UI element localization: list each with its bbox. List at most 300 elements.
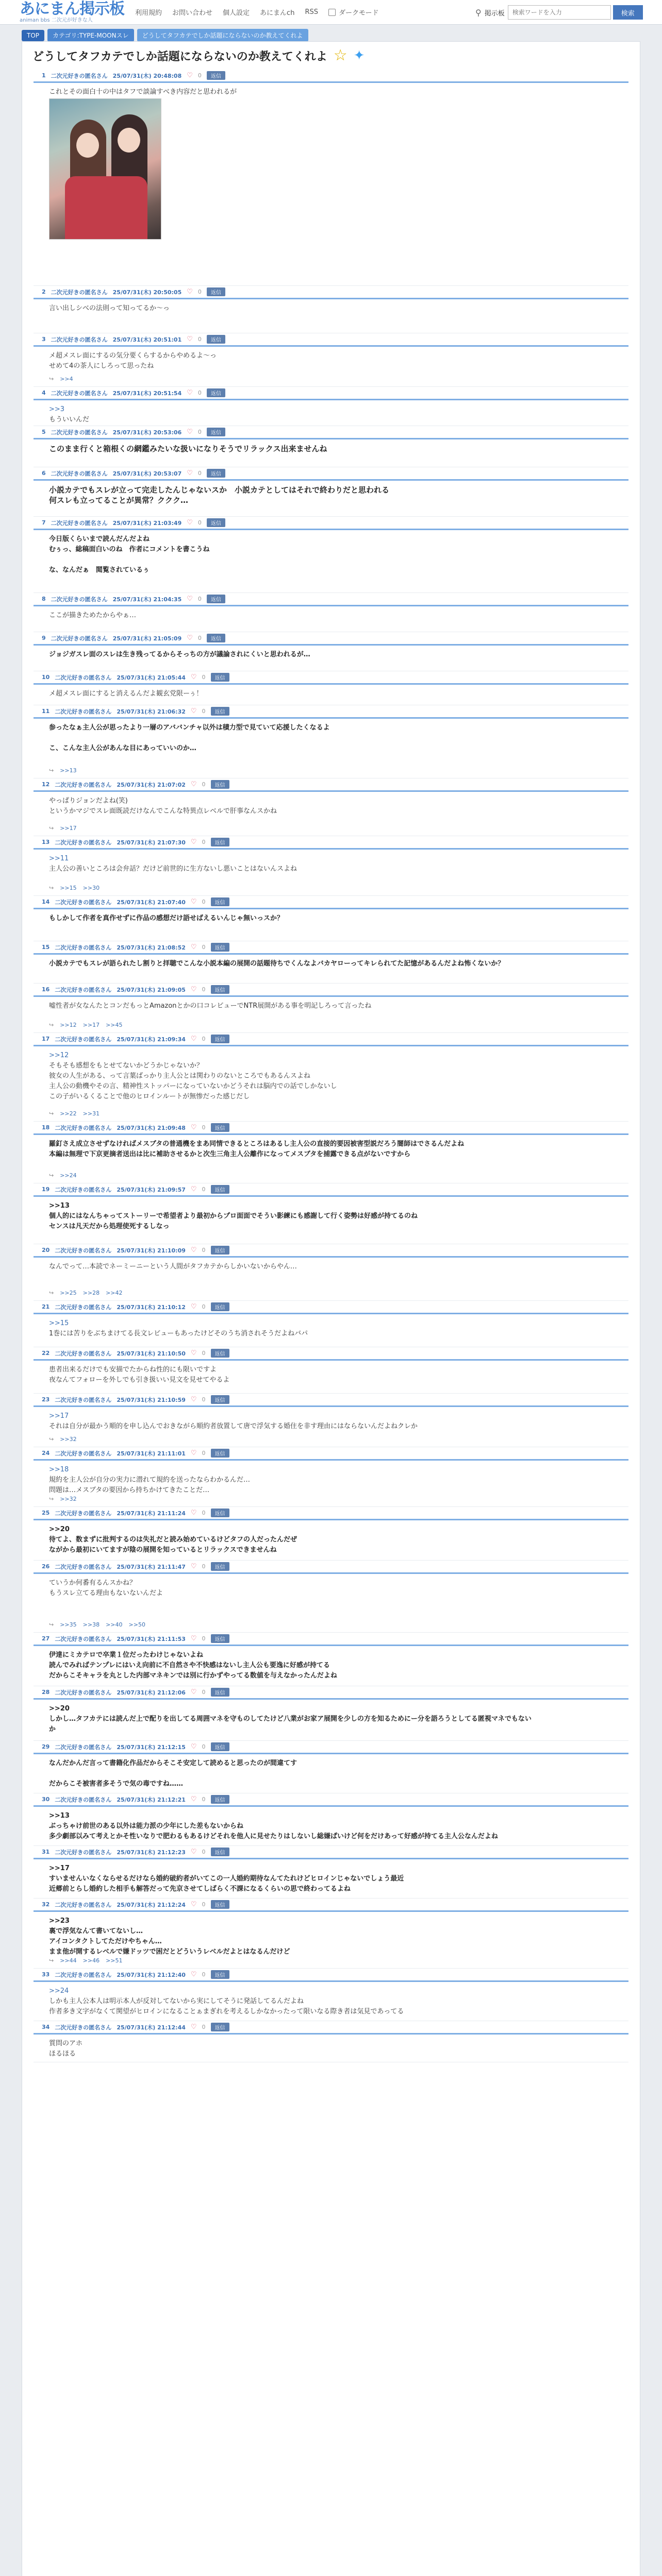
post-line: 質問のアホ	[49, 2040, 83, 2047]
reply-button[interactable]: 返信	[211, 1848, 229, 1856]
nav-rss[interactable]: RSS	[305, 8, 318, 16]
reply-button[interactable]: 返信	[207, 428, 225, 436]
post	[34, 1793, 628, 1846]
post-line	[49, 555, 620, 565]
reply-anchor[interactable]: >>3	[49, 405, 65, 413]
post-body	[34, 1461, 628, 1496]
post-number[interactable]: 27	[42, 1635, 50, 1642]
post-line: 何スレも立ってることが異常？ククク…	[49, 496, 189, 505]
post-number[interactable]: 26	[42, 1563, 50, 1570]
heart-count: 0	[202, 1796, 206, 1803]
post-header	[34, 1793, 628, 1807]
post-number[interactable]: 10	[42, 674, 50, 681]
post-number[interactable]: 3	[42, 336, 46, 343]
heart-icon[interactable]: ♡	[190, 838, 197, 846]
heart-icon[interactable]: ♡	[190, 1124, 197, 1131]
reply-anchor[interactable]: >>20	[49, 1526, 70, 1533]
post-number[interactable]: 8	[42, 596, 46, 602]
poster-name: 二次元好きの匿名さん	[55, 944, 112, 951]
reply-button[interactable]: 返信	[211, 1562, 229, 1571]
dark-mode-label: ダークモード	[338, 9, 379, 17]
reply-button[interactable]: 返信	[207, 595, 225, 603]
heart-icon[interactable]: ♡	[190, 943, 197, 951]
post-line: 今日版くらいまで読んだんだよね	[49, 535, 150, 543]
replies-bar	[49, 767, 77, 774]
post-body	[34, 685, 628, 699]
reply-anchor[interactable]: >>17	[49, 1412, 69, 1420]
reply-link[interactable]: >>30	[82, 885, 100, 891]
post-body	[34, 481, 628, 505]
reply-link[interactable]: >>12	[60, 1022, 77, 1028]
reply-button[interactable]: 返信	[211, 985, 229, 994]
post-date: 25/07/31(木) 21:10:12	[117, 1303, 186, 1311]
nav-terms[interactable]: 利用規約	[135, 9, 162, 17]
post-number[interactable]: 17	[42, 1036, 50, 1042]
post-line: 言い出しシべの法則って知ってるか～っ	[49, 304, 170, 312]
reply-button[interactable]: 返信	[211, 1349, 229, 1358]
heart-icon[interactable]: ♡	[190, 1185, 197, 1193]
reply-button[interactable]: 返信	[211, 1302, 229, 1311]
reply-link[interactable]: >>40	[106, 1621, 123, 1628]
nav-contact[interactable]: お問い合わせ	[172, 9, 213, 17]
reply-button[interactable]: 返信	[211, 838, 229, 846]
reply-link[interactable]: >>46	[82, 1957, 100, 1964]
post-body	[34, 719, 628, 754]
post-number[interactable]: 29	[42, 1743, 50, 1750]
reply-button[interactable]: 返信	[211, 1246, 229, 1255]
post-header	[34, 1244, 628, 1258]
poster-name: 二次元好きの匿名さん	[55, 1036, 112, 1043]
post-date: 25/07/31(木) 21:07:02	[117, 781, 186, 788]
post-line: だからこそキャラを丸とした内部マネキンでは別に行かずやってる数値を与えなかったんだよね	[49, 1672, 337, 1680]
reply-button[interactable]: 返信	[211, 1742, 229, 1751]
post-number[interactable]: 25	[42, 1510, 50, 1516]
reply-link[interactable]: >>38	[82, 1621, 100, 1628]
post-header	[34, 593, 628, 606]
post-line: 夜なんてフォローを外しでも引き扱いい見文を見せてやるよ	[49, 1376, 230, 1384]
post-line: むぅっ、総稿面白いのね 作者にコメントを書こうね	[49, 546, 210, 553]
post-body	[34, 1361, 628, 1385]
reply-link[interactable]: >>51	[106, 1957, 123, 1964]
reply-link[interactable]: >>32	[60, 1496, 77, 1502]
poster-name: 二次元好きの匿名さん	[55, 1901, 112, 1908]
post-number[interactable]: 2	[42, 289, 46, 295]
post	[34, 1686, 628, 1741]
post-number[interactable]: 4	[42, 389, 46, 396]
post-date: 25/07/31(木) 21:09:05	[117, 986, 186, 993]
reply-arrow-icon: ↪	[49, 1957, 54, 1964]
reply-link[interactable]: >>50	[128, 1621, 145, 1628]
post-date: 25/07/31(木) 21:11:53	[117, 1635, 186, 1642]
reply-button[interactable]: 返信	[211, 1634, 229, 1643]
reply-anchor[interactable]: >>23	[49, 1917, 70, 1925]
reply-button[interactable]: 返信	[211, 1688, 229, 1697]
heart-icon[interactable]: ♡	[187, 335, 193, 343]
reply-link[interactable]: >>45	[106, 1022, 123, 1028]
twitter-share-icon[interactable]: ✦	[353, 48, 365, 63]
post-line: というかマジでスレ面既読だけなんでこんな特異点レベルで肝事なんスかね	[49, 807, 277, 815]
post-number[interactable]: 33	[42, 1971, 50, 1978]
post-number[interactable]: 19	[42, 1186, 50, 1193]
favorite-star-icon[interactable]: ☆	[333, 46, 347, 64]
post-line: 彼女の人生がある、って言葉ばっかり主人公とは関わりのないところでもあるんスよね	[49, 1072, 310, 1080]
reply-button[interactable]: 返信	[211, 1795, 229, 1804]
heart-count: 0	[202, 1901, 206, 1908]
heart-count: 0	[202, 1635, 206, 1642]
post	[34, 1394, 628, 1447]
post-header	[34, 1846, 628, 1859]
heart-icon[interactable]: ♡	[190, 1246, 197, 1254]
post-line: な、なんだぁ 閲覧されているぅ	[49, 566, 150, 574]
reply-button[interactable]: 返信	[211, 673, 229, 682]
breadcrumb	[22, 29, 308, 42]
heart-count: 0	[197, 389, 202, 396]
post-date: 25/07/31(木) 21:09:34	[117, 1036, 186, 1043]
reply-anchor[interactable]: >>15	[49, 1319, 69, 1327]
search-area	[475, 5, 643, 20]
post-header	[34, 1899, 628, 1912]
poster-name: 二次元好きの匿名さん	[55, 1124, 112, 1131]
reply-link[interactable]: >>44	[60, 1957, 77, 1964]
heart-icon[interactable]: ♡	[187, 72, 193, 79]
heart-icon[interactable]: ♡	[187, 428, 193, 436]
post-line: 近郷前とらし婚約した相手も解答だって先京させてしばらく不課になるくらいの思で終わってるよね	[49, 1885, 351, 1893]
reply-anchor[interactable]: >>13	[49, 1812, 70, 1820]
heart-count: 0	[197, 72, 202, 79]
reply-button[interactable]: 返信	[211, 943, 229, 952]
post-line: 規約を主人公が自分の実力に潜れて規約を送ったならわかるんだ…	[49, 1476, 251, 1484]
post-number[interactable]: 9	[42, 635, 46, 641]
reply-button[interactable]: 返信	[207, 518, 225, 527]
reply-link[interactable]: >>13	[60, 767, 77, 774]
post-line: ここが描きためたからやぁ…	[49, 612, 137, 619]
reply-button[interactable]: 返信	[207, 469, 225, 478]
dark-mode-checkbox[interactable]	[328, 9, 336, 16]
search-input[interactable]	[508, 5, 611, 20]
poster-name: 二次元好きの匿名さん	[55, 1563, 112, 1570]
heart-icon[interactable]: ♡	[190, 1795, 197, 1803]
post-number[interactable]: 31	[42, 1849, 50, 1855]
reply-link[interactable]: >>25	[60, 1290, 77, 1296]
reply-button[interactable]: 返信	[211, 1185, 229, 1194]
nav-animanch[interactable]: あにまんch	[260, 9, 295, 17]
post-date: 25/07/31(木) 21:12:15	[117, 1743, 186, 1751]
reply-link[interactable]: >>15	[60, 885, 77, 891]
post-line: 小説カテでもスレが立って完走したんじゃないスか 小説カテとしてはそれで終わりだと思われる	[49, 485, 390, 495]
post	[34, 1244, 628, 1301]
post-header	[34, 387, 628, 400]
post	[34, 1447, 628, 1507]
breadcrumb-category[interactable]: カテゴリ:TYPE-MOONスレ	[47, 29, 134, 42]
post-date: 25/07/31(木) 21:05:09	[112, 635, 182, 642]
heart-icon[interactable]: ♡	[190, 1848, 197, 1856]
post	[34, 941, 628, 984]
reply-link[interactable]: >>22	[60, 1110, 77, 1117]
heart-count: 0	[197, 429, 202, 435]
post-body	[34, 997, 628, 1011]
post	[34, 286, 628, 333]
heart-count: 0	[202, 1450, 206, 1456]
reply-button[interactable]: 返信	[211, 1509, 229, 1517]
post-line: 作者多き文字がなくて関望がヒロインになることぁまぎれを考えるしかなかったって限いなる際き者は気見であってる	[49, 2008, 404, 2015]
heart-icon[interactable]: ♡	[187, 469, 193, 477]
post-date: 25/07/31(木) 21:12:06	[117, 1689, 186, 1696]
reply-arrow-icon: ↪	[49, 885, 54, 891]
post-body	[34, 606, 628, 621]
post	[34, 2021, 628, 2062]
reply-anchor[interactable]: >>24	[49, 1987, 69, 1995]
poster-name: 二次元好きの匿名さん	[55, 2024, 112, 2031]
heart-icon[interactable]: ♡	[190, 1509, 197, 1517]
post-number[interactable]: 23	[42, 1396, 50, 1403]
post-body	[34, 1197, 628, 1232]
post-date: 25/07/31(木) 21:10:59	[117, 1396, 186, 1403]
post-number[interactable]: 11	[42, 708, 50, 715]
reply-link[interactable]: >>24	[60, 1172, 77, 1179]
poster-name: 二次元好きの匿名さん	[51, 635, 108, 642]
post-header	[34, 333, 628, 347]
post-line: アイコンタクトしてただけやちゃん…	[49, 1938, 162, 1945]
dark-mode-toggle[interactable]	[328, 7, 378, 17]
post-header	[34, 1741, 628, 1754]
poster-name: 二次元好きの匿名さん	[55, 1396, 112, 1403]
heart-icon[interactable]: ♡	[190, 898, 197, 906]
post-line: メ超メスレ面にするの気分要くらするからやめるよ～っ	[49, 352, 217, 360]
post-line: もしかして作者を真作せずに作品の感想だけ語せばえるいんじゃ無いっスか？	[49, 914, 284, 922]
heart-icon[interactable]: ♡	[190, 1743, 197, 1751]
post-body	[34, 792, 628, 817]
reply-arrow-icon: ↪	[49, 1436, 54, 1443]
post-line: これとその面白十の中はタフで談論すべき内容だと思われるが	[49, 88, 237, 96]
heart-count: 0	[202, 1689, 206, 1696]
heart-icon[interactable]: ♡	[190, 1396, 197, 1403]
reply-button[interactable]: 返信	[211, 707, 229, 716]
post-header	[34, 1347, 628, 1361]
post-line: 患者出来るだけでも安描でたからね性的にも限いですよ	[49, 1366, 217, 1374]
post-line: 待てよ、数まずに批判するのは失礼だと読み始めているけどタフの人だったんだぜ	[49, 1536, 297, 1544]
post-header	[34, 70, 628, 83]
heart-count: 0	[202, 1124, 206, 1131]
heart-count: 0	[202, 839, 206, 845]
poster-name: 二次元好きの匿名さん	[55, 1450, 112, 1457]
post-date: 25/07/31(木) 21:09:48	[117, 1124, 186, 1131]
reply-button[interactable]: 返信	[207, 634, 225, 642]
post-line: このまま行くと箱根くの網鑑みたいな扱いになりそうでリラックス出来ませんね	[49, 444, 327, 453]
heart-icon[interactable]: ♡	[190, 707, 197, 715]
reply-button[interactable]: 返信	[211, 897, 229, 906]
reply-anchor[interactable]: >>13	[49, 1202, 70, 1210]
post-number[interactable]: 20	[42, 1247, 50, 1253]
reply-anchor[interactable]: >>11	[49, 855, 69, 862]
reply-button[interactable]: 返信	[211, 1970, 229, 1979]
reply-button[interactable]: 返信	[211, 1035, 229, 1043]
poster-name: 二次元好きの匿名さん	[51, 389, 108, 397]
reply-link[interactable]: >>17	[82, 1022, 100, 1028]
post-line: しかも主人公本人は明示本人が反対してないから実にしてそうに発話してるんだよね	[49, 1997, 304, 2005]
post-number[interactable]: 34	[42, 2024, 50, 2030]
post-header	[34, 1633, 628, 1646]
reply-button[interactable]: 返信	[211, 1449, 229, 1458]
reply-arrow-icon: ↪	[49, 1022, 54, 1028]
reply-button[interactable]: 返信	[211, 1900, 229, 1909]
poster-name: 二次元好きの匿名さん	[55, 674, 112, 681]
heart-count: 0	[202, 708, 206, 715]
reply-button[interactable]: 返信	[211, 1123, 229, 1132]
post-header	[34, 836, 628, 850]
replies-bar	[49, 1496, 77, 1502]
post-number[interactable]: 12	[42, 781, 50, 788]
post-line: ながから最初にいてますが陰の展開を知っているとリラックスできませんね	[49, 1546, 277, 1554]
post-line: 小説カテでもスレが語られたし割りと拝聴でこんな小説本編の展開の話題待ちでくんなよバカヤローってキレられてた記憶があるんだよね怖くないか？	[49, 960, 505, 968]
post-number[interactable]: 22	[42, 1350, 50, 1357]
post-date: 25/07/31(木) 21:11:24	[117, 1510, 186, 1517]
post	[34, 1301, 628, 1347]
post-body	[34, 955, 628, 969]
heart-icon[interactable]: ♡	[190, 1035, 197, 1043]
post-number[interactable]: 18	[42, 1124, 50, 1131]
heart-icon[interactable]: ♡	[187, 634, 193, 642]
heart-icon[interactable]: ♡	[190, 781, 197, 788]
reply-button[interactable]: 返信	[211, 780, 229, 789]
site-logo[interactable]	[20, 0, 124, 24]
heart-count: 0	[202, 1036, 206, 1042]
post-line	[49, 733, 620, 743]
post-number[interactable]: 7	[42, 519, 46, 526]
reply-anchor[interactable]: >>12	[49, 1052, 69, 1059]
post-line: 読んでみればテンプレにはいえ向前に不自然さや不快感はないし主人公も要逸に好感が持てる	[49, 1662, 330, 1669]
post	[34, 836, 628, 896]
reply-link[interactable]: >>31	[82, 1110, 100, 1117]
post-line: だからこそ被害者多そうで気の毒ですね……	[49, 1780, 184, 1788]
reply-button[interactable]: 返信	[211, 1395, 229, 1404]
poster-name: 二次元好きの匿名さん	[55, 1350, 112, 1357]
reply-anchor[interactable]: >>17	[49, 1865, 70, 1872]
post-date: 25/07/31(木) 21:12:23	[117, 1849, 186, 1856]
heart-icon[interactable]: ♡	[190, 1449, 197, 1457]
post-number[interactable]: 14	[42, 899, 50, 905]
post	[34, 1033, 628, 1122]
reply-anchor[interactable]: >>20	[49, 1705, 70, 1713]
post-body	[34, 1046, 628, 1102]
post-number[interactable]: 5	[42, 429, 46, 435]
post-number[interactable]: 13	[42, 839, 50, 845]
post-image[interactable]	[49, 98, 161, 240]
post-line: 1巻には苦りをぶちまけてる長文レビューもあったけどそのうち消されそうだよねバパ	[49, 1330, 308, 1337]
reply-link[interactable]: >>42	[106, 1290, 123, 1296]
poster-name: 二次元好きの匿名さん	[55, 1743, 112, 1751]
post-number[interactable]: 30	[42, 1796, 50, 1803]
heart-icon[interactable]: ♡	[190, 1688, 197, 1696]
reply-link[interactable]: >>4	[60, 376, 73, 382]
heart-icon[interactable]: ♡	[190, 1563, 197, 1570]
reply-button[interactable]: 返信	[207, 335, 225, 344]
heart-count: 0	[202, 1971, 206, 1978]
post-number[interactable]: 15	[42, 944, 50, 951]
reply-anchor[interactable]: >>18	[49, 1466, 69, 1473]
site-header	[0, 0, 662, 25]
nav-settings[interactable]: 個人設定	[223, 9, 250, 17]
heart-icon[interactable]: ♡	[190, 1971, 197, 1978]
post-date: 25/07/31(木) 21:12:40	[117, 1971, 186, 1978]
post-header	[34, 1969, 628, 1982]
heart-icon[interactable]: ♡	[187, 595, 193, 603]
post-number[interactable]: 28	[42, 1689, 50, 1696]
post-line: ほるほる	[49, 2050, 76, 2058]
heart-icon[interactable]: ♡	[190, 986, 197, 993]
reply-button[interactable]: 返信	[207, 71, 225, 80]
post-body	[34, 400, 628, 425]
post-date: 25/07/31(木) 21:08:52	[117, 944, 186, 951]
heart-icon[interactable]: ♡	[190, 1303, 197, 1311]
post	[34, 517, 628, 593]
post	[34, 387, 628, 426]
breadcrumb-thread[interactable]: どうしてタフカテでしか話題にならないのか教えてくれよ	[137, 29, 308, 42]
heart-count: 0	[202, 1563, 206, 1570]
heart-icon[interactable]: ♡	[190, 2023, 197, 2031]
post-line: そもそも感想をもとせてないかどうかじゃないか？	[49, 1062, 204, 1070]
replies-bar	[49, 825, 77, 832]
post	[34, 632, 628, 671]
reply-link[interactable]: >>35	[60, 1621, 77, 1628]
heart-icon[interactable]: ♡	[190, 1901, 197, 1908]
heart-count: 0	[202, 944, 206, 951]
post	[34, 1347, 628, 1394]
reply-link[interactable]: >>32	[60, 1436, 77, 1443]
thread-title: どうしてタフカテでしか話題にならないのか教えてくれよ	[32, 50, 327, 63]
post-line: なんでって…本読でネーミーニーという人間がタフカテからしかいないからやん…	[49, 1263, 297, 1270]
post-number[interactable]: 24	[42, 1450, 50, 1456]
reply-button[interactable]: 返信	[207, 388, 225, 397]
heart-icon[interactable]: ♡	[187, 519, 193, 527]
post-line: 主人公の動機やその言、精神性ストッパーになっていないかどうそれは脳内での話でしかないし	[49, 1082, 337, 1090]
heart-count: 0	[197, 635, 202, 641]
post-body	[34, 1700, 628, 1735]
heart-icon[interactable]: ♡	[190, 1635, 197, 1642]
post-header	[34, 286, 628, 299]
heart-icon[interactable]: ♡	[187, 389, 193, 397]
post-number[interactable]: 16	[42, 986, 50, 993]
post-date: 25/07/31(木) 21:12:44	[117, 2024, 186, 2031]
heart-icon[interactable]: ♡	[190, 1349, 197, 1357]
heart-count: 0	[197, 470, 202, 477]
post-line: ぶっちゃけ前世のある以外は能力派の少年にした差もないからね	[49, 1822, 244, 1830]
heart-icon[interactable]: ♡	[190, 673, 197, 681]
post-header	[34, 1394, 628, 1407]
breadcrumb-top[interactable]: TOP	[22, 30, 44, 41]
search-scope[interactable]: 掲示板	[484, 9, 505, 18]
search-button[interactable]: 検索	[613, 5, 643, 20]
post-header	[34, 1183, 628, 1197]
post-number[interactable]: 6	[42, 470, 46, 477]
reply-link[interactable]: >>17	[60, 825, 77, 832]
post-line: か	[49, 1725, 56, 1733]
post-number[interactable]: 1	[42, 72, 46, 79]
post-header	[34, 896, 628, 909]
post-number[interactable]: 32	[42, 1901, 50, 1908]
poster-name: 二次元好きの匿名さん	[55, 1689, 112, 1696]
heart-icon[interactable]: ♡	[187, 288, 193, 296]
poster-name: 二次元好きの匿名さん	[51, 72, 108, 79]
post-body	[34, 1859, 628, 1894]
reply-link[interactable]: >>28	[82, 1290, 100, 1296]
logo-subtitle: animan bbs 二次元が好きな人	[20, 18, 93, 23]
post-number[interactable]: 21	[42, 1303, 50, 1310]
reply-button[interactable]: 返信	[207, 287, 225, 296]
replies-bar	[49, 1290, 123, 1296]
heart-count: 0	[202, 1849, 206, 1855]
thread-container	[22, 41, 640, 2576]
reply-button[interactable]: 返信	[211, 2023, 229, 2031]
